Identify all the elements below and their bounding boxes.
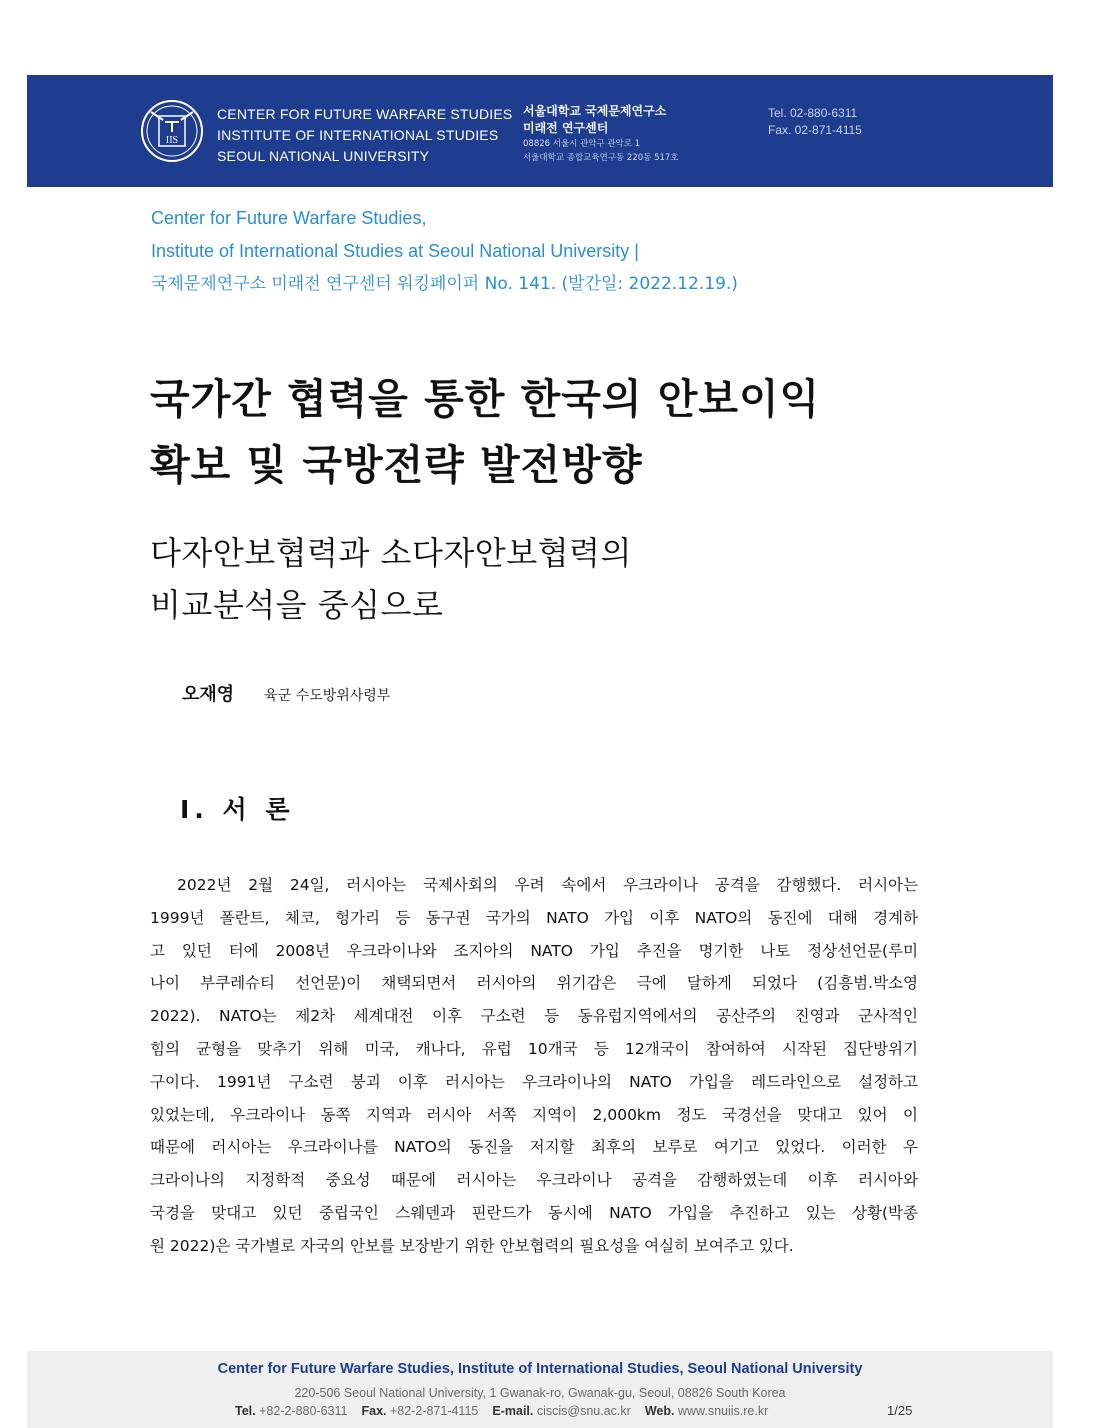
footer-institution: Center for Future Warfare Studies, Institute of International Studies, Seoul National University <box>217 1361 863 1377</box>
paper-title <box>150 366 820 498</box>
institute-name-ko <box>523 103 679 165</box>
subtitle-line: 비교분석을 중심으로 <box>150 586 444 624</box>
footer-address: 220-506 Seoul National University, 1 Gwanak-ro, Gwanak-gu, Seoul, 08826 South Korea <box>294 1386 786 1400</box>
body-line: 원 2022)은 국가별로 자국의 안보를 보장받기 위한 안보협력의 필요성을 여실히 보여주고 있다. <box>150 1236 794 1255</box>
body-line: 고 있던 터에 2008년 우크라이나와 조지아의 NATO 가입 추진을 명기한 나토 정상선언문(루미 <box>150 941 918 960</box>
body-line: 국경을 맞대고 있던 중립국인 스웨덴과 핀란드가 동시에 NATO 가입을 추진하고 있는 상황(박종 <box>150 1203 918 1222</box>
address-line: 서울대학교 종합교육연구동 220동 517호 <box>523 153 679 163</box>
series-line-ko: 국제문제연구소 미래전 연구센터 워킹페이퍼 No. 141. (발간일: 2022.12.19.) <box>151 274 738 294</box>
series-info <box>151 202 738 301</box>
body-line: 크라이나의 지정학적 중요성 때문에 러시아는 우크라이나 공격을 감행하였는데 이후 러시아와 <box>150 1171 918 1190</box>
footer-fax: +82-2-871-4115 <box>389 1404 479 1418</box>
footer-web-link[interactable]: www.snuiis.re.kr <box>677 1404 769 1418</box>
institute-name-en <box>217 104 512 167</box>
title-line: 확보 및 국방전략 발전방향 <box>150 441 643 489</box>
institute-en-line: CENTER FOR FUTURE WARFARE STUDIES <box>217 106 513 122</box>
author-name: 오재영 <box>182 684 235 705</box>
series-line: Center for Future Warfare Studies, <box>151 208 427 228</box>
paper-subtitle <box>150 527 632 631</box>
author-affiliation: 육군 수도방위사령부 <box>264 688 391 704</box>
body-line: 때문에 러시아는 우크라이나를 NATO의 동진을 저지할 최후의 보루로 여기고 있었다. 이러한 우 <box>150 1138 918 1157</box>
institute-en-line: SEOUL NATIONAL UNIVERSITY <box>217 148 430 164</box>
footer-email-link[interactable]: ciscis@snu.ac.kr <box>536 1404 631 1418</box>
body-line: 나이 부쿠레슈티 선언문)이 채택되면서 러시아의 위기감은 극에 달하게 되었다 (김흥범.박소영 <box>150 974 918 993</box>
seal-text: IIS <box>165 135 179 146</box>
subtitle-line: 다자안보협력과 소다자안보협력의 <box>150 534 632 572</box>
body-paragraph <box>150 869 918 1263</box>
footer-contacts <box>235 1404 768 1418</box>
page-footer <box>27 1351 1053 1428</box>
footer-web-label: Web. <box>644 1404 675 1418</box>
footer-fax-label: Fax. <box>361 1404 387 1418</box>
footer-tel: +82-2-880-6311 <box>259 1404 348 1418</box>
body-line: 2022). NATO는 제2차 세계대전 이후 구소련 등 동유럽지역에서의 공산주의 진영과 군사적인 <box>150 1007 918 1026</box>
body-line: 있었는데, 우크라이나 동쪽 지역과 러시아 서쪽 지역이 2,000km 정도 국경선을 맞대고 있어 이 <box>150 1105 918 1124</box>
body-line: 2022년 2월 24일, 러시아는 국제사회의 우려 속에서 우크라이나 공격을 감행했다. 러시아는 <box>177 876 918 894</box>
fax-number: Fax. 02-871-4115 <box>768 123 862 137</box>
page-number: 1/25 <box>887 1403 913 1418</box>
body-line: 1999년 폴란트, 체코, 헝가리 등 동구권 국가의 NATO 가입 이후 NATO의 동진에 대해 경계하 <box>150 908 918 927</box>
institute-ko-name: 서울대학교 국제문제연구소 <box>523 104 667 118</box>
center-ko-name: 미래전 연구센터 <box>523 121 609 135</box>
institute-seal-icon <box>139 98 205 164</box>
body-line: 힘의 균형을 맞추기 위해 미국, 캐나다, 유럽 10개국 등 12개국이 참여하여 시작된 집단방위기 <box>150 1039 918 1058</box>
footer-tel-label: Tel. <box>235 1404 256 1418</box>
section-heading: Ⅰ. 서 론 <box>180 795 295 824</box>
institute-en-line: INSTITUTE OF INTERNATIONAL STUDIES <box>217 127 499 143</box>
series-line: Institute of International Studies at Seoul National University | <box>151 241 639 261</box>
header-banner <box>27 75 1053 187</box>
tel-number: Tel. 02-880-6311 <box>768 106 858 120</box>
contact-block <box>768 105 862 139</box>
address-line: 08826 서울시 관악구 관악로 1 <box>523 139 641 149</box>
title-line: 국가간 협력을 통한 한국의 안보이익 <box>150 375 821 423</box>
footer-email-label: E-mail. <box>492 1404 534 1418</box>
author-block <box>182 680 390 706</box>
body-line: 구이다. 1991년 구소련 붕괴 이후 러시아는 우크라이나의 NATO 가입을 레드라인으로 설정하고 <box>150 1072 918 1091</box>
